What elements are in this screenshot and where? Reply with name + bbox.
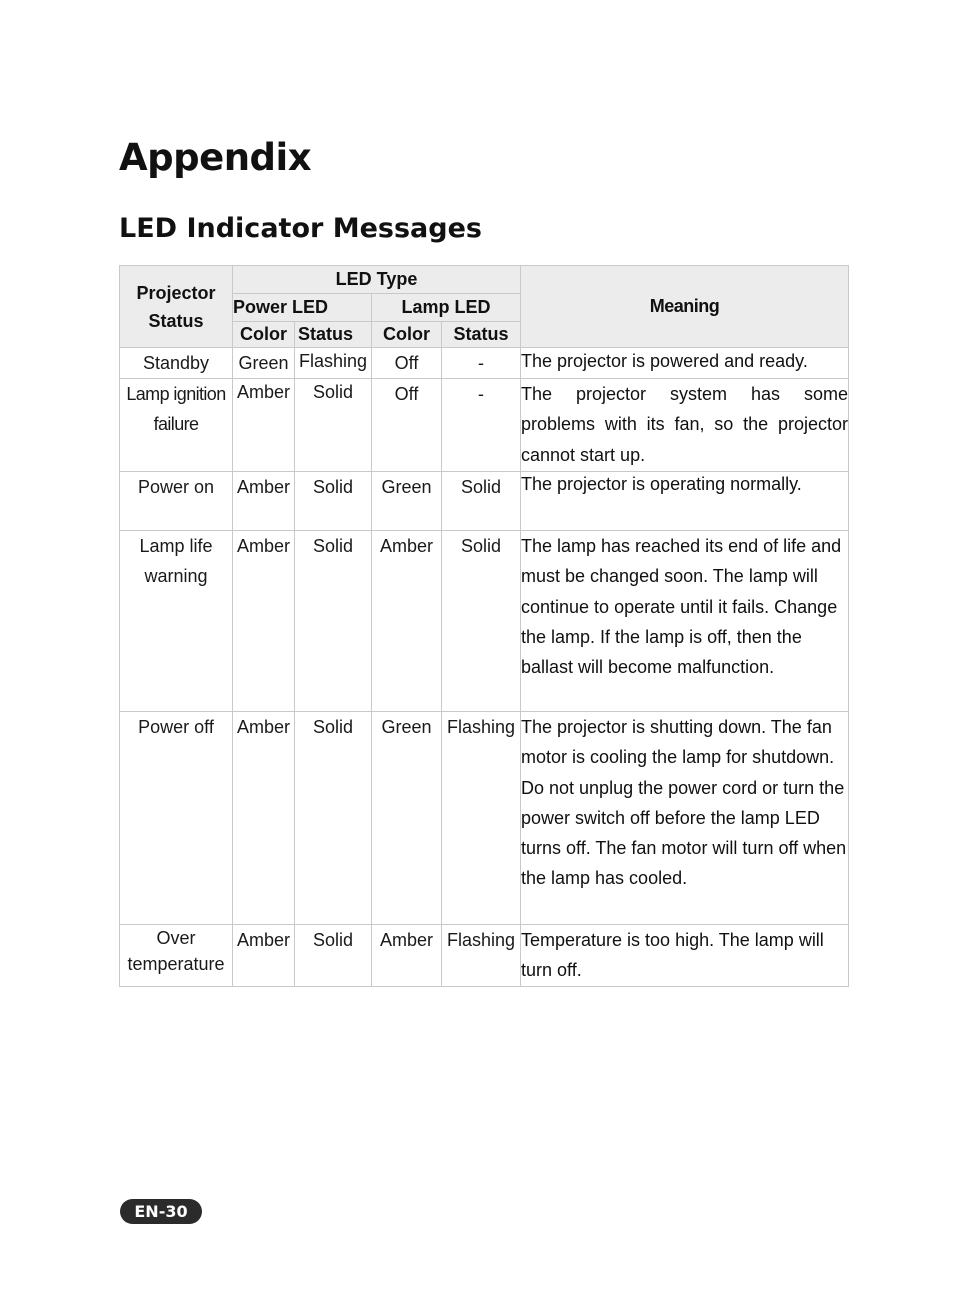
table-row xyxy=(120,712,849,925)
lamp-status-cell: Solid xyxy=(442,472,521,531)
header-lamp-led: Lamp LED xyxy=(372,294,521,322)
header-power-led: Power LED xyxy=(233,294,372,322)
lamp-color-cell: Amber xyxy=(372,925,442,987)
power-color-cell: Amber xyxy=(233,712,295,925)
lamp-color-cell: Green xyxy=(372,712,442,925)
power-status-cell: Solid xyxy=(295,531,372,712)
power-color-cell: Amber xyxy=(233,531,295,712)
power-color-cell: Amber xyxy=(233,379,295,472)
page-title: Appendix xyxy=(119,136,312,179)
status-cell: Power off xyxy=(120,712,233,925)
header-led-type: LED Type xyxy=(233,266,521,294)
status-cell: Standby xyxy=(120,348,233,379)
lamp-status-cell: - xyxy=(442,348,521,379)
meaning-cell: The projector system has some problems with its fan, so the projector cannot start up. xyxy=(521,379,849,472)
lamp-status-cell: Flashing xyxy=(442,712,521,925)
header-power-status: Status xyxy=(295,322,372,348)
led-indicator-table xyxy=(119,265,849,987)
table-row xyxy=(120,531,849,712)
table-row xyxy=(120,379,849,472)
status-cell: Lamp life warning xyxy=(120,531,233,712)
status-cell: Lamp ignition failure xyxy=(120,379,233,472)
lamp-color-cell: Green xyxy=(372,472,442,531)
lamp-color-cell: Amber xyxy=(372,531,442,712)
page-number-badge: EN-30 xyxy=(120,1199,202,1224)
meaning-cell: The lamp has reached its end of life and must be changed soon. The lamp will continue to operate until it fails. Change the lamp. If the lamp is off, then the ballast will become malfunction. xyxy=(521,531,849,712)
power-status-cell: Solid xyxy=(295,925,372,987)
section-title: LED Indicator Messages xyxy=(119,213,482,244)
header-power-color: Color xyxy=(233,322,295,348)
lamp-status-cell: Flashing xyxy=(442,925,521,987)
power-status-cell: Solid xyxy=(295,472,372,531)
header-projector-status: Projector Status xyxy=(120,266,233,348)
meaning-cell: Temperature is too high. The lamp will turn off. xyxy=(521,925,849,987)
status-cell: Power on xyxy=(120,472,233,531)
table-row xyxy=(120,472,849,531)
lamp-status-cell: - xyxy=(442,379,521,472)
lamp-status-cell: Solid xyxy=(442,531,521,712)
power-status-cell: Solid xyxy=(295,712,372,925)
meaning-cell: The projector is shutting down. The fan motor is cooling the lamp for shutdown. Do not unplug the power cord or turn the power switch off before the lamp LED turns off. The fan motor will turn off when the lamp has cooled. xyxy=(521,712,849,925)
header-meaning: Meaning xyxy=(521,266,849,348)
status-cell: Over temperature xyxy=(120,925,233,987)
header-lamp-color: Color xyxy=(372,322,442,348)
power-color-cell: Green xyxy=(233,348,295,379)
power-status-cell: Solid xyxy=(295,379,372,472)
power-color-cell: Amber xyxy=(233,472,295,531)
meaning-cell: The projector is operating normally. xyxy=(521,472,849,531)
power-color-cell: Amber xyxy=(233,925,295,987)
meaning-cell: The projector is powered and ready. xyxy=(521,348,849,379)
lamp-color-cell: Off xyxy=(372,348,442,379)
header-lamp-status: Status xyxy=(442,322,521,348)
table-row xyxy=(120,925,849,987)
lamp-color-cell: Off xyxy=(372,379,442,472)
power-status-cell: Flashing xyxy=(295,348,372,379)
table-row xyxy=(120,348,849,379)
